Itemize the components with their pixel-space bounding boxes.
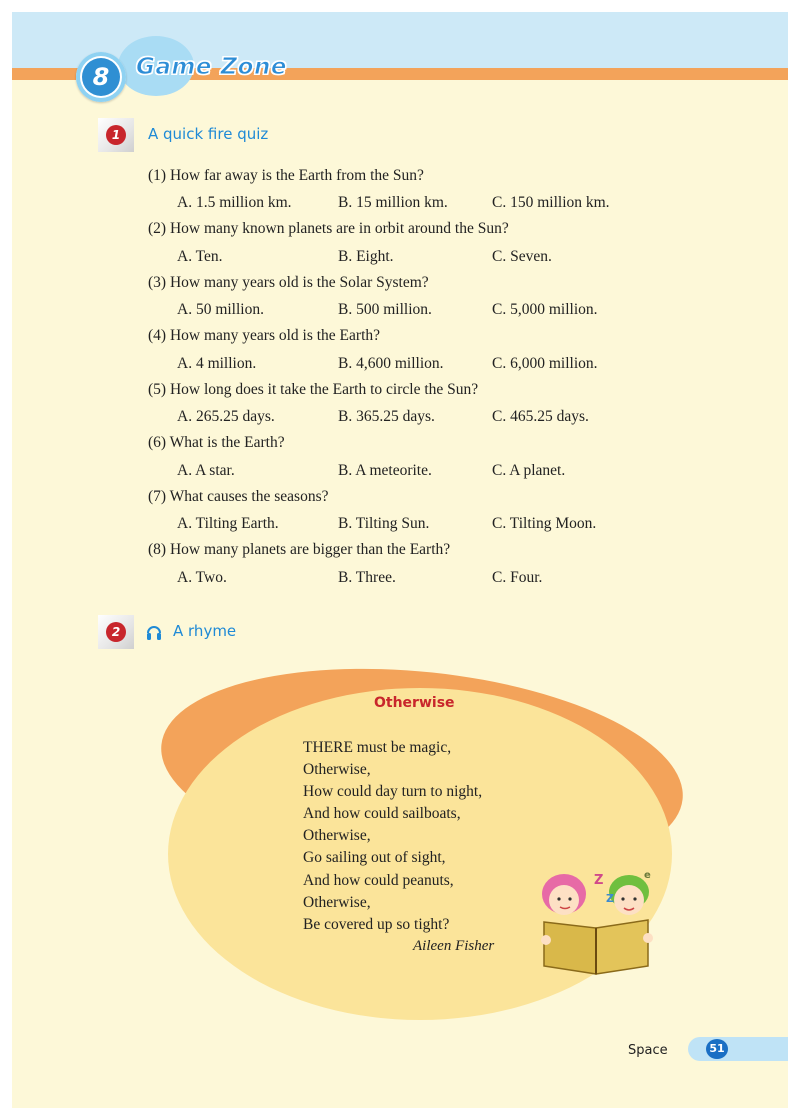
option-b: B. 15 million km. bbox=[338, 194, 448, 211]
option-b: B. 4,600 million. bbox=[338, 355, 444, 372]
question-2: (2) How many known planets are in orbit around the Sun? bbox=[148, 220, 509, 237]
option-b: B. 365.25 days. bbox=[338, 408, 435, 425]
question-4: (4) How many years old is the Earth? bbox=[148, 327, 381, 344]
rhyme-badge bbox=[98, 615, 134, 649]
option-b: B. Three. bbox=[338, 569, 396, 586]
option-b: B. Tilting Sun. bbox=[338, 515, 430, 532]
question-5: (5) How long does it take the Earth to circle the Sun? bbox=[148, 381, 479, 398]
svg-text:e: e bbox=[644, 870, 651, 881]
question-7: (7) What causes the seasons? bbox=[148, 488, 329, 505]
unit-label: Space bbox=[628, 1043, 668, 1058]
page-number: 51 bbox=[706, 1039, 728, 1059]
poem-line: Otherwise, bbox=[303, 827, 371, 844]
option-a: A. 50 million. bbox=[177, 301, 264, 318]
poem-line: And how could sailboats, bbox=[303, 805, 461, 822]
poem-line: How could day turn to night, bbox=[303, 783, 483, 800]
option-a: A. Tilting Earth. bbox=[177, 515, 279, 532]
headphones-icon[interactable] bbox=[146, 622, 162, 642]
poem-line: And how could peanuts, bbox=[303, 872, 454, 889]
rhyme-number: 2 bbox=[106, 622, 126, 642]
option-c: C. Seven. bbox=[492, 248, 552, 265]
option-b: B. Eight. bbox=[338, 248, 394, 265]
option-b: B. A meteorite. bbox=[338, 462, 432, 479]
poem-author: Aileen Fisher bbox=[413, 938, 495, 954]
quiz-number: 1 bbox=[106, 125, 126, 145]
option-a: A. 265.25 days. bbox=[177, 408, 275, 425]
poem-line: THERE must be magic, bbox=[303, 739, 452, 756]
svg-text:Z: Z bbox=[594, 873, 604, 888]
question-6: (6) What is the Earth? bbox=[148, 434, 285, 451]
poem-title: Otherwise bbox=[374, 695, 455, 711]
option-c: C. Tilting Moon. bbox=[492, 515, 597, 532]
poem-line: Go sailing out of sight, bbox=[303, 849, 446, 866]
poem-line: Otherwise, bbox=[303, 894, 371, 911]
question-8: (8) How many planets are bigger than the Earth? bbox=[148, 541, 451, 558]
children-reading-illustration bbox=[524, 862, 674, 977]
option-b: B. 500 million. bbox=[338, 301, 432, 318]
option-c: C. 5,000 million. bbox=[492, 301, 598, 318]
footer-tab bbox=[688, 1037, 788, 1061]
poem-line: Otherwise, bbox=[303, 761, 371, 778]
option-a: A. 4 million. bbox=[177, 355, 257, 372]
question-3: (3) How many years old is the Solar System? bbox=[148, 274, 429, 291]
question-1: (1) How far away is the Earth from the Sun? bbox=[148, 167, 424, 184]
option-a: A. 1.5 million km. bbox=[177, 194, 292, 211]
svg-text:Z: Z bbox=[606, 892, 614, 905]
page-title: Game Zone bbox=[136, 54, 287, 80]
option-c: C. 150 million km. bbox=[492, 194, 610, 211]
textbook-page bbox=[12, 12, 788, 1108]
section-number: 8 bbox=[82, 58, 120, 96]
option-a: A. Ten. bbox=[177, 248, 223, 265]
option-c: C. 465.25 days. bbox=[492, 408, 589, 425]
rhyme-title: A rhyme bbox=[173, 622, 237, 640]
option-c: C. 6,000 million. bbox=[492, 355, 598, 372]
option-c: C. A planet. bbox=[492, 462, 566, 479]
option-a: A. A star. bbox=[177, 462, 235, 479]
quiz-title: A quick fire quiz bbox=[148, 125, 269, 143]
section-number-badge bbox=[76, 52, 126, 102]
option-c: C. Four. bbox=[492, 569, 543, 586]
option-a: A. Two. bbox=[177, 569, 227, 586]
poem-line: Be covered up so tight? bbox=[303, 916, 450, 933]
quiz-badge bbox=[98, 118, 134, 152]
